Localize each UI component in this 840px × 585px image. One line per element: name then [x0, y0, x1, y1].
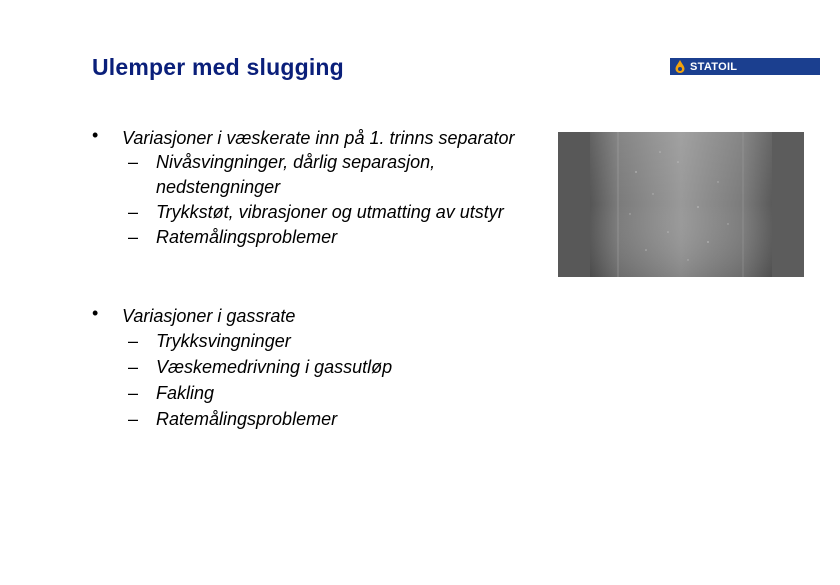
- dash-marker: –: [128, 357, 139, 377]
- bullet-text: Variasjoner i gassrate: [122, 306, 296, 326]
- bullet-marker: •: [92, 125, 99, 145]
- sub-bullet: [122, 225, 552, 250]
- sub-bullet-text: Fakling: [156, 383, 215, 403]
- logo-text: STATOIL: [690, 60, 738, 73]
- sub-bullet: [122, 354, 552, 380]
- statoil-logo: [670, 58, 820, 75]
- sub-bullet-text: Ratemålingsproblemer: [156, 409, 338, 429]
- dash-marker: –: [128, 152, 139, 172]
- sub-bullet: [122, 328, 552, 354]
- sub-bullet-text: Ratemålingsproblemer: [156, 227, 338, 247]
- sub-bullet: [122, 406, 552, 432]
- sub-bullet: [122, 380, 552, 406]
- pipe-flow-photo: [558, 132, 804, 277]
- sub-bullet-text: Trykksvingninger: [156, 331, 291, 351]
- sub-bullet: [122, 150, 552, 200]
- dash-marker: –: [128, 383, 139, 403]
- bullet-marker: •: [92, 303, 99, 323]
- sub-bullet: [122, 200, 552, 225]
- dash-marker: –: [128, 409, 139, 429]
- dash-marker: –: [128, 227, 139, 247]
- slide-title: Ulemper med slugging: [92, 54, 344, 80]
- sub-bullet-text: Nivåsvingninger, dårlig separasjon, nedstengninger: [156, 152, 436, 197]
- sub-bullet-text: Trykkstøt, vibrasjoner og utmatting av utstyr: [156, 202, 504, 222]
- bullet-text: Variasjoner i væskerate inn på 1. trinns separator: [122, 128, 515, 148]
- sub-bullet-text: Væskemedrivning i gassutløp: [156, 357, 393, 377]
- statoil-drop-icon: [674, 60, 686, 73]
- dash-marker: –: [128, 331, 139, 351]
- dash-marker: –: [128, 202, 139, 222]
